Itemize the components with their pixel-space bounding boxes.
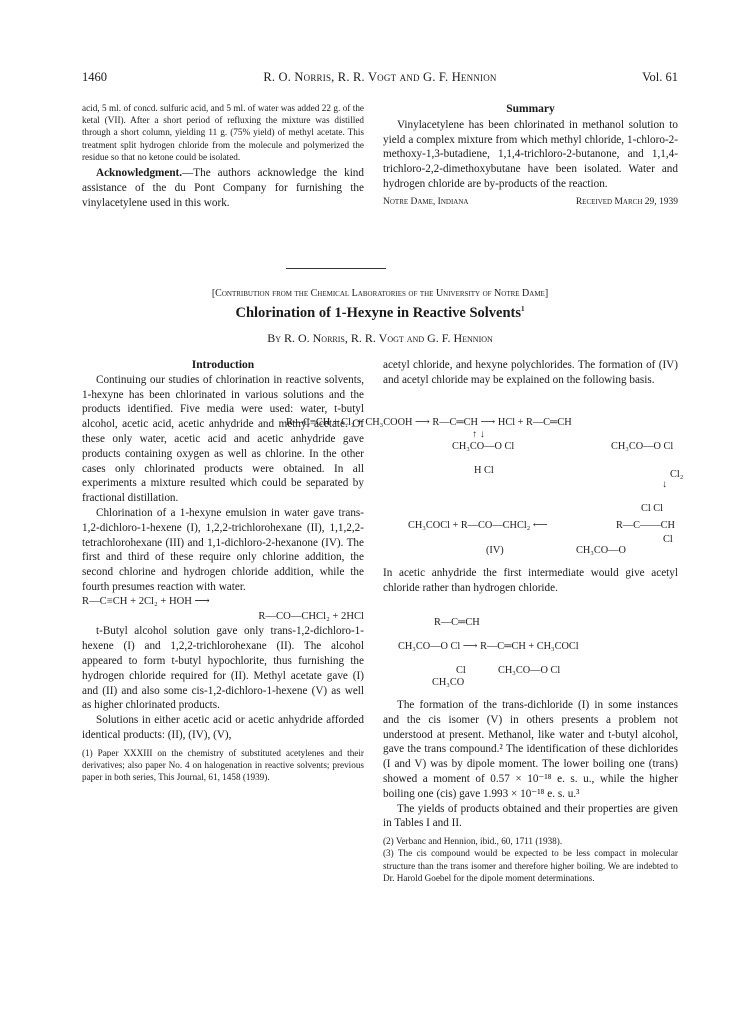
acknowledgment-text: —The authors acknowledge the kind assistance of the du Pont Company for furnishing the vinylacetylene used in this work. xyxy=(82,167,364,209)
summary-text: Vinylacetylene has been chlorinated in methanol solution to yield a complex mixture from which methyl chloride, 1-chloro-2-methoxy-1,3-butadiene, 1,1,4-trichloro-2-butanone, and 1,1,4-trichloro-2,2-dimethoxybutane have been isolated. Water and hydrogen chloride are by-products of the reaction. xyxy=(383,118,678,190)
intro-paragraph-3: t-Butyl alcohol solution gave only trans-1,2-dichloro-1-hexene (I) and 1,2,2-trichlorohexane (II). The alcohol appeared to form t-butyl hypochlorite, thus furnishing the hydrogen chloride required for (II). Methyl acetate gave (I) and (II) and also some cis-1,2-dichloro-1-hexene (V) as well as higher chlorinated products. xyxy=(82,625,364,712)
byline: By R. O. Norris, R. R. Vogt and G. F. Hennion xyxy=(267,331,493,345)
affiliation-line xyxy=(383,195,678,209)
title-footnote-mark: 1 xyxy=(521,305,525,314)
right-paragraph-4: The yields of products obtained and their properties are given in Tables I and II. xyxy=(383,802,678,830)
introduction-heading: Introduction xyxy=(191,359,255,371)
scheme1-line1: R—C≡CH + Cl₂ + CH₃COOH ⟶ R—C═CH ⟶ HCl + R—C═CH xyxy=(286,417,572,428)
main-right-column xyxy=(383,358,678,388)
scheme2-bottom: CH₃CO xyxy=(432,677,465,688)
intro-paragraph-4: Solutions in either acetic acid or acetic anhydride afforded identical products: (II), (IV), (V), xyxy=(82,714,364,741)
right-column-continued xyxy=(383,566,678,596)
right-column-lower xyxy=(383,698,678,884)
intro-paragraph-1-text: Continuing our studies of chlorination in reactive solvents, 1-hexyne has been chlorinated in various solutions and the products identified. Five media were used: water, t-butyl alcohol, acetic acid, acetic anhydride and methyl acetate. Of these only water, acetic acid and acetic anhydride gave products containing oxygen as well as chlorine. In the other cases only chlorinated products were obtained. In all experiments a mixture resulted which could be separated by fractional distillation. xyxy=(82,373,364,505)
running-head-authors: R. O. Norris, R. R. Vogt and G. F. Hennion xyxy=(263,70,497,84)
running-head xyxy=(82,70,678,86)
scheme1-cl2-arrow: ↓ xyxy=(662,479,668,490)
scheme1-label: (IV) xyxy=(486,545,504,556)
place: Notre Dame, Indiana xyxy=(383,196,469,207)
scheme1-right-top: Cl Cl xyxy=(641,503,664,514)
equation-1-left: R—C≡CH + 2Cl₂ + HOH ⟶ xyxy=(82,595,210,607)
footnote-3: (3) The cis compound would be expected to be less compact in molecular structure than the trans isomer and therefore higher boiling. We are indebted to Dr. Harold Goebel for the dipole moment determinations. xyxy=(383,848,678,883)
scheme1-substituent-c: H Cl xyxy=(474,465,494,476)
received-date: Received March 29, 1939 xyxy=(575,196,678,207)
right-paragraph-3: The formation of the trans-dichloride (I) in some instances and the cis isomer (V) in others presents a problem not understood at present. Methanol, like water and t-butyl alcohol, gave the trans compound.² The identification of these dichlorides (I and V) was by dipole moment. The lower boiling one (trans) showed a moment of 0.57 × 10⁻¹⁸ e. s. u., while the higher boiling one (cis) gave 1.993 × 10⁻¹⁸ e. s. u.³ xyxy=(383,699,678,800)
scheme1-arrows: ↑ ↓ xyxy=(472,429,485,440)
footnote-1: (1) Paper XXXIII on the chemistry of substituted acetylenes and their derivatives; also paper No. 4 on halogenation in reactive solvents; previous paper in both series, This Journal, 61, 1458 (1939). xyxy=(82,747,364,783)
summary-heading: Summary xyxy=(506,103,555,115)
summary-section xyxy=(383,102,678,209)
volume-label: Vol. 61 xyxy=(642,70,678,84)
footnote-2: (2) Verbanc and Hennion, ibid., 60, 1711 (1938). xyxy=(383,836,563,847)
acknowledgment xyxy=(82,166,364,210)
right-paragraph-2: In acetic anhydride the first intermediate would give acetyl chloride rather than hydrogen chloride. xyxy=(383,567,678,594)
scheme1-cl2: Cl₂ xyxy=(670,469,684,480)
reaction-scheme-1 xyxy=(286,417,684,557)
scheme2-top: R—C═CH xyxy=(434,617,480,628)
scheme1-bottom-cl: Cl xyxy=(663,534,673,545)
right-paragraph-1: acetyl chloride, and hexyne polychlorides. The formation of (IV) and acetyl chloride may be explained on the following basis. xyxy=(383,359,678,386)
scheme1-substituent-a: CH₃CO—O Cl xyxy=(452,441,515,452)
article-title-text: Chlorination of 1-Hexyne in Reactive Solvents xyxy=(235,305,522,321)
scheme2-low-cl: Cl xyxy=(456,665,466,676)
scheme1-bottom-left: CH₃COCl + R—CO—CHCl₂ ⟵ xyxy=(408,520,548,531)
section-divider xyxy=(286,268,386,269)
article-title xyxy=(82,305,678,322)
acknowledgment-title: Acknowledgment. xyxy=(96,167,183,180)
page-number: 1460 xyxy=(82,70,107,84)
scheme1-bottom-right: R—C——CH xyxy=(616,520,675,531)
experimental-text: acid, 5 ml. of concd. sulfuric acid, and 5 ml. of water was added 22 g. of the ketal (VII). After a short period of refluxing the mixture was distilled through a short column, yielding 11 g. (75% yield) of methyl acetate. This treatment split hydrogen chloride from the molecule and polymerized the residue so that no ketone could be isolated. xyxy=(82,103,364,162)
previous-article-left-column xyxy=(82,102,364,210)
scheme2-mid: CH₃CO—O Cl ⟶ R—C═CH + CH₃COCl xyxy=(398,641,579,652)
contribution-line: [Contribution from the Chemical Laboratories of the University of Notre Dame] xyxy=(211,288,549,299)
intro-paragraph-2: Chlorination of a 1-hexyne emulsion in water gave trans-1,2-dichloro-1-hexene (I), 1,2,2-trichlorohexane (II), 1,1,2,2-tetrachlorohexane (III) and 1,1-dichloro-2-hexanone (IV). The first and third of these require only chlorine addition, the second chlorine and hydrogen chloride addition, while the fourth presumes reaction with water. xyxy=(82,506,364,593)
reaction-scheme-2 xyxy=(398,617,678,691)
scheme1-substituent-b: CH₃CO—O Cl xyxy=(611,441,674,452)
scheme1-bottom-sub: CH₃CO—O xyxy=(576,545,626,556)
scheme2-low-b: CH₃CO—O Cl xyxy=(498,665,561,676)
equation-1-right: R—CO—CHCl₂ + 2HCl xyxy=(258,610,364,622)
